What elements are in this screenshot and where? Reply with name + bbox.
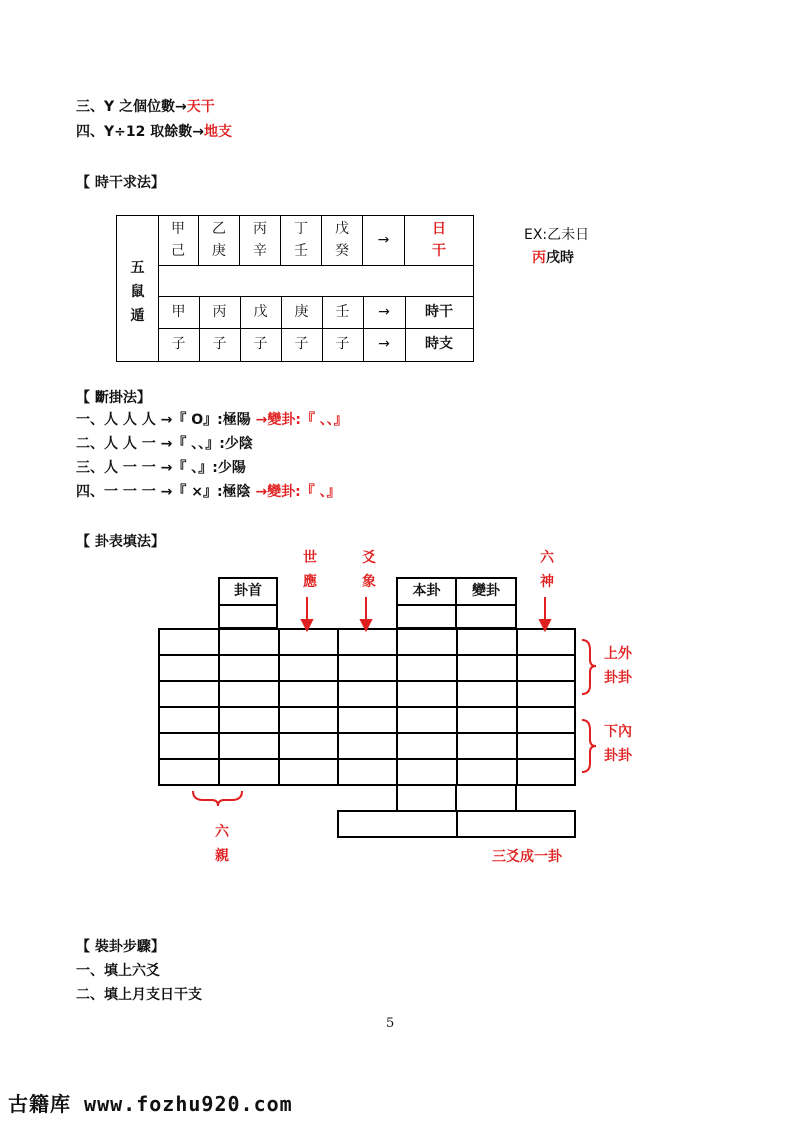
footer-watermark: 古籍库 www.fozhu920.com [8,1092,293,1116]
shigan-cell: 丁 壬 [281,216,322,265]
shigan-cell: 戊 [240,296,282,328]
shigan-cell: 子 [158,328,200,361]
guabiao-title: 【 卦表填法】 [76,534,165,550]
shigan-cell: 丙 [199,296,241,328]
bengua-header: 本卦 [396,577,457,629]
zhuanggua-title: 【 裝卦步驟】 [76,939,165,955]
shigan-arrow-cell: → [363,216,405,265]
shigan-cell: 丙 辛 [240,216,281,265]
duangua-title: 【 斷掛法】 [76,390,151,406]
upper-brace-icon [582,640,596,694]
lower-gua-label: 下內 卦卦 [604,724,632,764]
shigan-cell: 子 [322,328,364,361]
example-red-char: 丙 [532,250,546,266]
duangua-line-3: 三、人 一 一 →『 、』:少陽 [76,460,246,476]
shigan-cell: 乙 庚 [199,216,240,265]
shigan-cell: 子 [240,328,282,361]
example-line-2: 戌時 [546,250,574,266]
lower-brace-icon [582,720,596,772]
shiying-arrowhead-icon [302,620,312,630]
example-line-1: EX:乙未日 [524,227,590,243]
sanyao-label: 三爻成一卦 [492,849,562,865]
shigan-arrow-cell: → [363,296,406,328]
shigan-cell: 戊 癸 [322,216,363,265]
duangua-line-4: 四、一 一 一 →『 ×』:極陰 →變卦:『 、』 [76,484,341,500]
yaoxiang-arrowhead-icon [361,620,371,630]
shigan-cell: 甲 己 [158,216,199,265]
guashou-header: 卦首 [218,577,278,629]
shigan-label-cell: 時支 [425,336,453,352]
intro-line-4-text: 四、Y÷12 取餘數→ [76,124,204,140]
intro-line-3-red: 天干 [186,99,215,115]
intro-line-3-text: 三、Y 之個位數→ [76,99,187,115]
intro-line-4-red: 地支 [203,124,232,140]
zhuanggua-step-1: 一、填上六爻 [76,963,160,979]
upper-gua-label: 上外 卦卦 [604,646,632,686]
shigan-arrow-cell: → [363,328,406,361]
shigan-title: 【 時干求法】 [76,175,165,191]
liuqin-brace-icon [193,791,242,806]
duangua-line-1: 一、人 人 人 →『 O』:極陽 →變卦:『 、、』 [76,412,348,428]
shigan-cell: 子 [199,328,241,361]
shigan-cell: 壬 [322,296,364,328]
liuqin-label: 六 親 [215,824,229,864]
side-label-char: 五 [130,260,145,276]
biangua-header: 變卦 [455,577,517,629]
shigan-cell: 甲 [158,296,200,328]
yaoxiang-label: 爻 象 [362,550,376,590]
shigan-label-cell: 時干 [425,304,453,320]
shigan-cell: 庚 [281,296,323,328]
side-label-char: 遁 [130,308,145,324]
liushen-arrowhead-icon [540,620,550,630]
page-number: 5 [386,1016,395,1031]
zhuanggua-step-2: 二、填上月支日干支 [76,987,202,1003]
duangua-line-2: 二、人 人 一 →『 、、』:少陰 [76,436,253,452]
shigan-cell: 子 [281,328,323,361]
shigan-rigan-cell: 日 干 [432,221,446,259]
liushen-label: 六 神 [540,550,554,590]
side-label-char: 鼠 [130,284,145,300]
shiying-label: 世 應 [303,550,317,590]
